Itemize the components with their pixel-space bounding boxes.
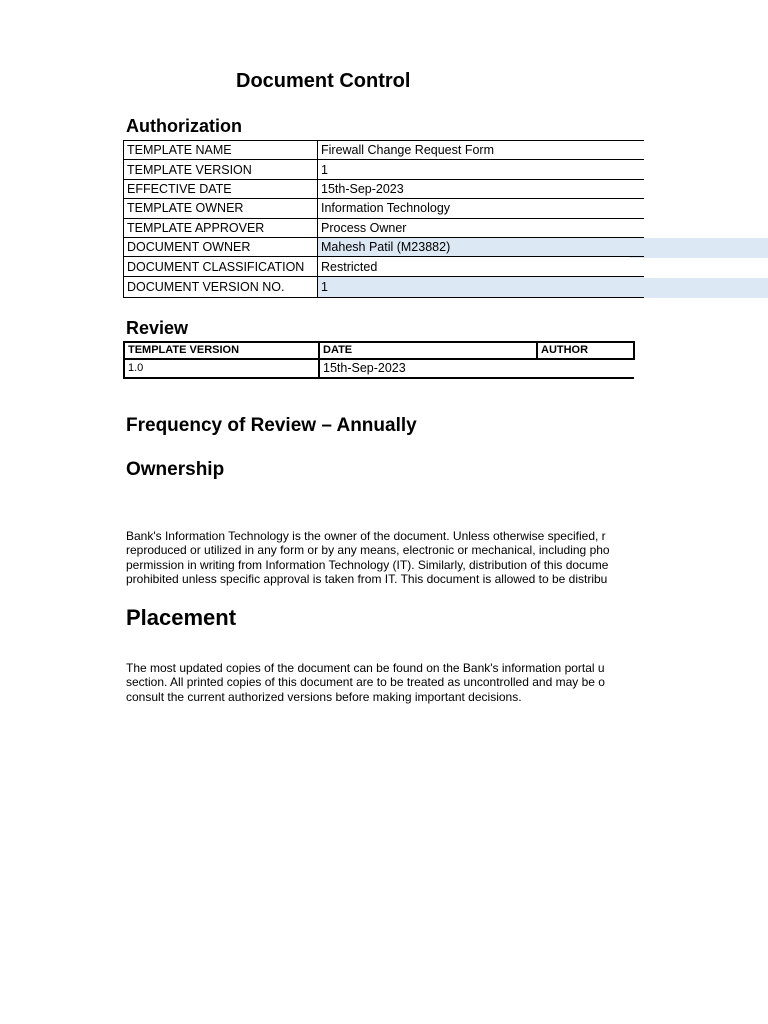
table-row (124, 359, 634, 378)
auth-value: Process Owner (318, 218, 645, 237)
column-header: DATE (319, 342, 537, 359)
review-cell: 15th-Sep-2023 (319, 359, 537, 378)
highlight-band-document-version (630, 278, 768, 298)
frequency-heading: Frequency of Review – Annually (126, 415, 417, 436)
column-header: TEMPLATE VERSION (124, 342, 319, 359)
ownership-line: reproduced or utilized in any form or by any means, electronic or mechanical, including pho (126, 543, 610, 558)
page-title: Document Control (236, 70, 411, 92)
auth-value: 1 (318, 276, 645, 297)
placement-line: consult the current authorized versions before making important decisions. (126, 689, 522, 704)
ownership-paragraph (126, 529, 630, 586)
auth-value: Restricted (318, 257, 645, 276)
table-header-row (124, 342, 634, 359)
table-row (124, 257, 645, 276)
ownership-line: Bank's Information Technology is the owner of the document. Unless otherwise specified, r (126, 529, 606, 543)
table-row (124, 199, 645, 218)
auth-label: EFFECTIVE DATE (124, 179, 318, 198)
highlight-band-document-owner (630, 238, 768, 258)
placement-heading: Placement (126, 605, 237, 630)
table-row (124, 179, 645, 198)
review-cell: 1.0 (124, 359, 319, 378)
placement-line: section. All printed copies of this document are to be treated as uncontrolled and may be o (126, 675, 605, 690)
auth-value: Firewall Change Request Form (318, 141, 645, 160)
auth-label: DOCUMENT CLASSIFICATION (124, 257, 318, 276)
auth-label: TEMPLATE VERSION (124, 160, 318, 179)
placement-line: The most updated copies of the document can be found on the Bank's information portal u (126, 661, 605, 675)
auth-value: 1 (318, 160, 645, 179)
table-row (124, 141, 645, 160)
table-row (124, 237, 645, 256)
review-table (123, 341, 635, 379)
table-row (124, 276, 645, 297)
column-header: AUTHOR (537, 342, 634, 359)
authorization-table (123, 140, 644, 298)
auth-label: TEMPLATE OWNER (124, 199, 318, 218)
auth-value: Mahesh Patil (M23882) (318, 237, 645, 256)
auth-label: DOCUMENT VERSION NO. (124, 276, 318, 297)
placement-paragraph (126, 661, 630, 704)
review-cell (537, 359, 634, 378)
ownership-line: permission in writing from Information Technology (IT). Similarly, distribution of this docume (126, 557, 609, 572)
ownership-line: prohibited unless specific approval is taken from IT. This document is allowed to be distribu (126, 571, 608, 586)
auth-value: Information Technology (318, 199, 645, 218)
table-row (124, 218, 645, 237)
review-heading: Review (126, 318, 189, 338)
table-row (124, 160, 645, 179)
auth-value: 15th-Sep-2023 (318, 179, 645, 198)
authorization-heading: Authorization (126, 116, 242, 136)
auth-label: TEMPLATE APPROVER (124, 218, 318, 237)
ownership-heading: Ownership (126, 459, 225, 480)
auth-label: DOCUMENT OWNER (124, 237, 318, 256)
auth-label: TEMPLATE NAME (124, 141, 318, 160)
